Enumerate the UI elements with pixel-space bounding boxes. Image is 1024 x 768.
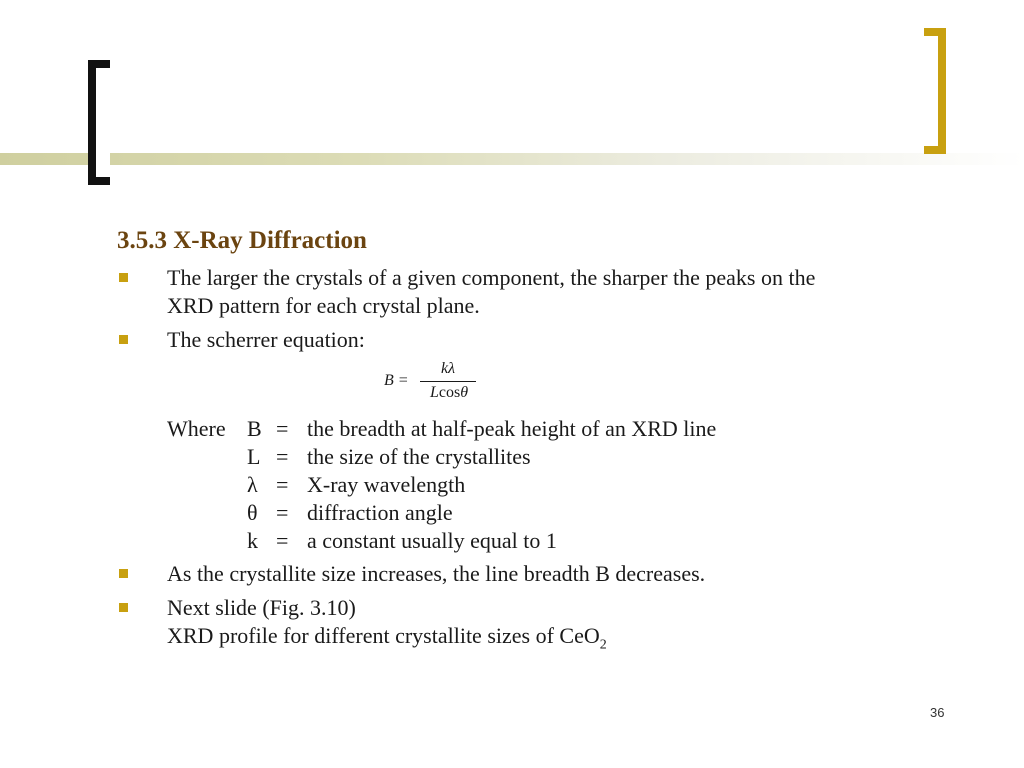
formula-denominator — [420, 384, 478, 402]
definition-text: a constant usually equal to 1 — [307, 528, 557, 553]
definition-symbol: B — [247, 416, 262, 441]
left-bracket-decoration — [88, 60, 110, 185]
definition-symbol: λ — [247, 472, 258, 497]
definition-symbol: L — [247, 444, 261, 469]
bullet-square-icon — [119, 273, 128, 282]
bullet-4-line-2-text: XRD profile for different crystallite sizes of CeO — [167, 623, 600, 648]
right-bracket-decoration — [924, 28, 946, 154]
page-number: 36 — [930, 705, 945, 720]
subscript-2: 2 — [599, 637, 607, 653]
bullet-4-line-1: Next slide (Fig. 3.10) — [167, 595, 356, 620]
formula-denominator-fn: cos — [438, 384, 461, 401]
bullet-3-line-1: As the crystallite size increases, the line breadth B decreases. — [167, 561, 706, 586]
definition-text: the size of the crystallites — [307, 444, 531, 469]
formula-lhs: B = — [384, 372, 409, 389]
bullet-square-icon — [119, 335, 128, 344]
definition-equals: = — [276, 416, 289, 441]
definition-equals: = — [276, 472, 289, 497]
header-band — [0, 153, 1024, 165]
definition-symbol: θ — [247, 500, 258, 525]
definition-equals: = — [276, 528, 289, 553]
bullet-2-line-1: The scherrer equation: — [167, 327, 365, 352]
bullet-4-line-2 — [167, 622, 607, 659]
definition-text: X-ray wavelength — [307, 472, 466, 497]
definition-equals: = — [276, 444, 289, 469]
scherrer-equation — [384, 362, 484, 412]
slide-title: 3.5.3 X-Ray Diffraction — [117, 227, 367, 254]
fraction-bar — [420, 381, 476, 382]
definition-symbol: k — [247, 528, 258, 553]
bullet-square-icon — [119, 569, 128, 578]
definition-equals: = — [276, 500, 289, 525]
definitions-lead: Where — [167, 416, 226, 441]
definition-text: the breadth at half-peak height of an XRD line — [307, 416, 717, 441]
formula-numerator: kλ — [440, 360, 456, 377]
definition-text: diffraction angle — [307, 500, 453, 525]
formula-denominator-arg: θ — [460, 384, 469, 401]
formula-denominator-var: L — [429, 384, 439, 401]
bullet-1-line-2: XRD pattern for each crystal plane. — [167, 293, 480, 318]
bullet-1-line-1: The larger the crystals of a given component, the sharper the peaks on the — [167, 265, 816, 290]
bullet-square-icon — [119, 603, 128, 612]
